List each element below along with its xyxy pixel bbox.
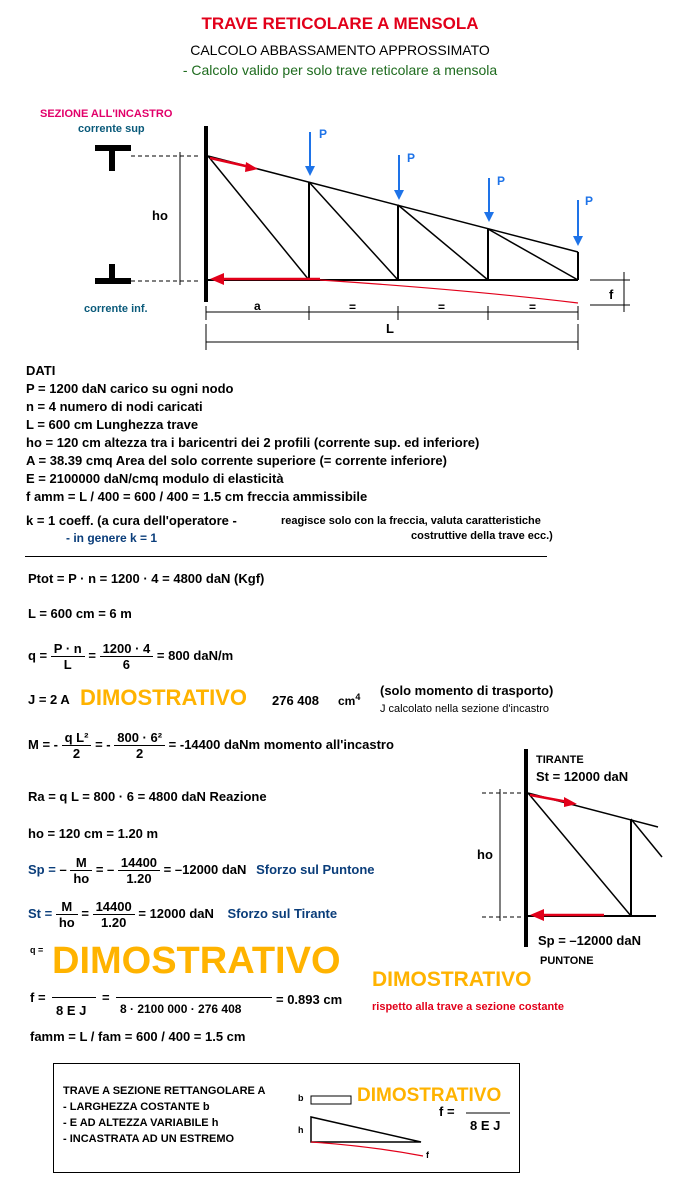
calc-st: St = $\frac{M}{ho}$ = $\frac{14400}{1.20}$ = 12000 daN Sforzo sul Tirante [28,899,338,930]
ho-label: ho [152,208,168,223]
demo-watermark: DIMOSTRATIVO [80,685,248,710]
box-f-lhs: f = [439,1104,455,1119]
info-box-line: - E AD ALTEZZA VARIABILE h [63,1117,219,1129]
info-box-line: - LARGHEZZA COSTANTE b [63,1101,210,1113]
puntone-label: PUNTONE [540,955,594,967]
top-chord-label: corrente sup [78,123,145,135]
data-k: k = 1 coeff. (a cura dell'operatore - [26,513,237,528]
load-label: P [407,151,416,165]
deflection-label: f [426,1150,429,1160]
data-k-note: reagisce solo con la freccia, valuta caratteristiche [281,515,541,527]
calc-j-note: (solo momento di trasporto) [380,683,554,698]
span-a-label: a [254,299,261,313]
calc-rispetto: rispetto alla trave a sezione costante [372,1001,564,1013]
info-box-title: TRAVE A SEZIONE RETTANGOLARE A [63,1085,266,1097]
load-label: P [319,127,328,141]
calc-sp: Sp = – $\frac{M}{ho}$ = – $\frac{14400}{1.20}$ = –12000 daN Sforzo sul Puntone [28,855,375,886]
info-box-line: - INCASTRATA AD UN ESTREMO [63,1133,235,1145]
box-f-den: 8 E J [470,1118,501,1133]
span-eq-label: = [529,300,537,314]
demo-watermark-large: DIMOSTRATIVO [52,940,341,982]
fraction-bar [52,997,96,998]
calc-f-den: 8 E J [56,1003,87,1018]
span-eq-label: = [438,300,446,314]
calc-famm: famm = L / fam = 600 / 400 = 1.5 cm [30,1029,246,1044]
tirante-label: TIRANTE [536,754,584,766]
load-arrows [310,132,578,238]
calc-j-lhs: J = 2 A [28,692,70,707]
data-heading: DATI [26,363,56,378]
ho-label: ho [477,847,493,862]
calc-f-lhs: f = [30,990,46,1005]
bottom-chord-label: corrente inf. [84,303,148,315]
divider [25,556,547,557]
calc-q: q = $\frac{P \cdot n}{L}$ = $\frac{1200 \cdot 4}{6}$ = 800 daN/m [28,641,234,672]
data-section [26,362,479,506]
length-label: L [386,321,394,336]
calc-ptot: Ptot = P · n = 1200 · 4 = 4800 daN (Kgf) [28,571,265,586]
calc-reaction: Ra = q L = 800 · 6 = 4800 daN Reazione [28,789,267,804]
demo-watermark: DIMOSTRATIVO [357,1085,502,1106]
data-n: n = 4 numero di nodi caricati [26,399,203,414]
section-label: SEZIONE ALL'INCASTRO [40,108,173,120]
calc-f-den2: 8 · 2100 000 · 276 408 [120,1002,242,1016]
page-note: - Calcolo valido per solo trave reticolare a mensola [182,62,498,78]
load-label: P [585,194,594,208]
data-a: A = 38.39 cmq Area del solo corrente superiore (= corrente inferiore) [26,453,447,468]
calc-f-eq: = [102,990,110,1005]
calc-q-small: q = [30,945,44,955]
load-label: P [497,174,506,188]
data-l: L = 600 cm Lunghezza trave [26,417,199,432]
calc-f-result: = 0.893 cm [276,992,343,1007]
page-title: TRAVE RETICOLARE A MENSOLA [201,14,479,33]
demo-watermark: DIMOSTRATIVO [372,968,532,991]
info-box-text [63,1083,266,1147]
fraction-bar [116,997,272,998]
data-e: E = 2100000 daN/cmq modulo di elasticità [26,471,284,486]
puntone-force: Sp = –12000 daN [538,933,641,948]
data-p: P = 1200 daN carico su ogni nodo [26,381,234,396]
calc-j-unit: $cm^4$ [338,692,361,708]
data-k-note: costruttive della trave ecc.) [411,530,553,542]
calc-j-note2: J calcolato nella sezione d'incastro [380,703,550,715]
height-label: h [298,1125,304,1135]
data-ho: ho = 120 cm altezza tra i baricentri dei 2 profili (corrente sup. ed inferiore) [26,435,480,450]
data-k-general: - in genere k = 1 [66,531,158,545]
calc-ho: ho = 120 cm = 1.20 m [28,826,159,841]
tirante-force: St = 12000 daN [536,769,629,784]
width-label: b [298,1093,304,1103]
calc-length: L = 600 cm = 6 m [28,606,132,621]
deflection-label: f [609,287,614,302]
page-subtitle: CALCOLO ABBASSAMENTO APPROSSIMATO [190,42,490,58]
calc-moment: M = - $\frac{\text{q L²}}{2}$ = - $\frac{\text{800 · 6²}}{2}$ = -14400 daNm momento all'incastro [28,730,394,761]
data-famm: f amm = L / 400 = 600 / 400 = 1.5 cm freccia ammissibile [26,489,368,504]
calc-j-value: 276 408 [272,693,319,708]
span-eq-label: = [349,300,357,314]
